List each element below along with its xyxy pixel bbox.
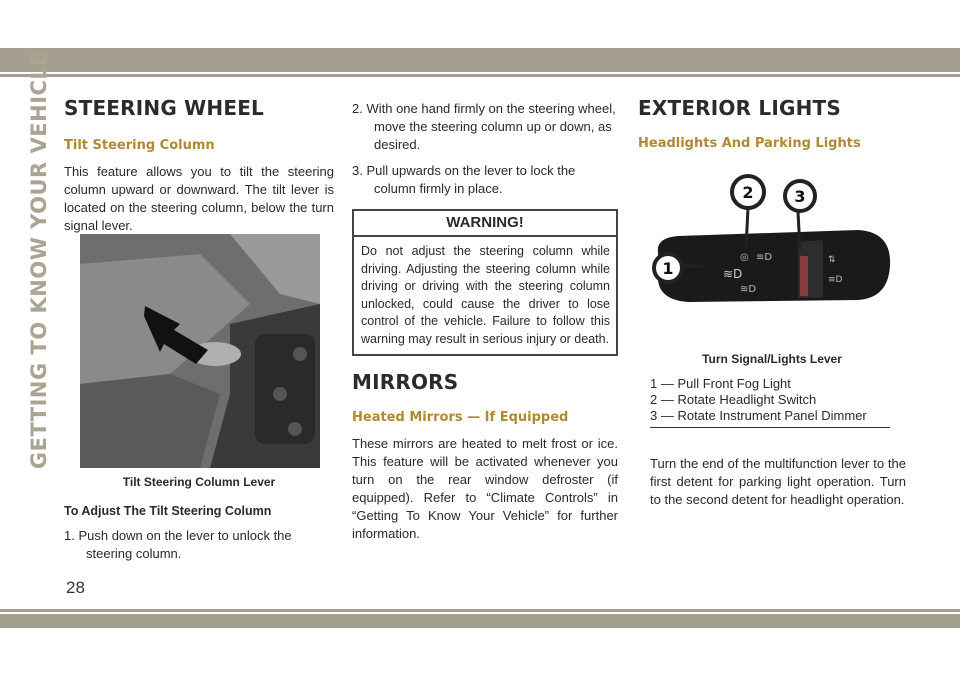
column-steering-wheel xyxy=(64,96,334,235)
header-band xyxy=(0,48,960,72)
lights-legend xyxy=(638,376,906,424)
tilt-lever-photo xyxy=(80,234,320,468)
procedure-title: To Adjust The Tilt Steering Column xyxy=(64,504,272,518)
column-exterior-lights xyxy=(638,96,906,151)
tilt-photo-caption-block xyxy=(64,475,334,563)
svg-text:≡D: ≡D xyxy=(828,275,843,285)
svg-text:◎: ◎ xyxy=(740,252,749,263)
exterior-lights-heading: EXTERIOR LIGHTS xyxy=(638,96,841,120)
section-side-tab xyxy=(22,50,56,470)
callout-2: 2 xyxy=(742,183,754,202)
mirrors-heading: MIRRORS xyxy=(352,370,459,394)
callout-3: 3 xyxy=(794,187,806,206)
header-rule xyxy=(0,74,960,77)
lights-caption-block xyxy=(638,352,906,509)
tilt-photo-caption: Tilt Steering Column Lever xyxy=(122,475,276,489)
tilt-column-subheading: Tilt Steering Column xyxy=(64,138,215,153)
svg-text:⇅: ⇅ xyxy=(828,255,836,265)
warning-title: WARNING! xyxy=(354,211,616,237)
steering-wheel-heading: STEERING WHEEL xyxy=(64,96,264,120)
svg-text:≋D: ≋D xyxy=(740,284,757,295)
lights-lever-caption: Turn Signal/Lights Lever xyxy=(702,352,842,366)
legend-item: 1 — Pull Front Fog Light xyxy=(650,376,791,391)
footer-rule xyxy=(0,609,960,612)
warning-box xyxy=(352,209,618,356)
step-3: 3. Pull upwards on the lever to lock the column firmly in place. xyxy=(352,163,576,196)
svg-text:≋D: ≋D xyxy=(723,267,743,281)
tilt-intro-paragraph: This feature allows you to tilt the steering column upward or downward. The tilt lever is located on the steering column, below the turn signal lever. xyxy=(64,164,334,233)
headlights-subheading: Headlights And Parking Lights xyxy=(638,136,861,151)
callout-1: 1 xyxy=(662,259,674,278)
step-1: 1. Push down on the lever to unlock the steering column. xyxy=(64,528,292,561)
footer-band xyxy=(0,614,960,628)
side-tab-label: GETTING TO KNOW YOUR VEHICLE xyxy=(27,50,51,470)
heated-mirrors-paragraph: These mirrors are heated to melt frost or ice. This feature will be activated whenever you turn on the rear window defroster (if equipped). Refer to “Climate Controls” in “Getting To Know Your Vehicle” for further information. xyxy=(352,436,618,541)
legend-rule xyxy=(650,427,890,428)
lights-paragraph: Turn the end of the multifunction lever to the first detent for parking light operation. Turn to the second detent for headlight operation. xyxy=(650,456,906,507)
legend-item: 2 — Rotate Headlight Switch xyxy=(650,392,817,407)
lights-lever-illustration xyxy=(648,170,894,312)
legend-item: 3 — Rotate Instrument Panel Dimmer xyxy=(650,408,867,423)
page-number: 28 xyxy=(66,578,85,597)
heated-mirrors-subheading: Heated Mirrors — If Equipped xyxy=(352,410,569,425)
step-2: 2. With one hand firmly on the steering wheel, move the steering column up or down, as desired. xyxy=(352,101,616,152)
column-mirrors xyxy=(352,96,618,543)
svg-text:≡D: ≡D xyxy=(756,252,773,263)
warning-text: Do not adjust the steering column while driving. Adjusting the steering column while driving or driving with the steering column unlocked, could cause the driver to lose control of the vehicle. Failure to follow this warning may result in serious injury or death. xyxy=(361,244,610,346)
